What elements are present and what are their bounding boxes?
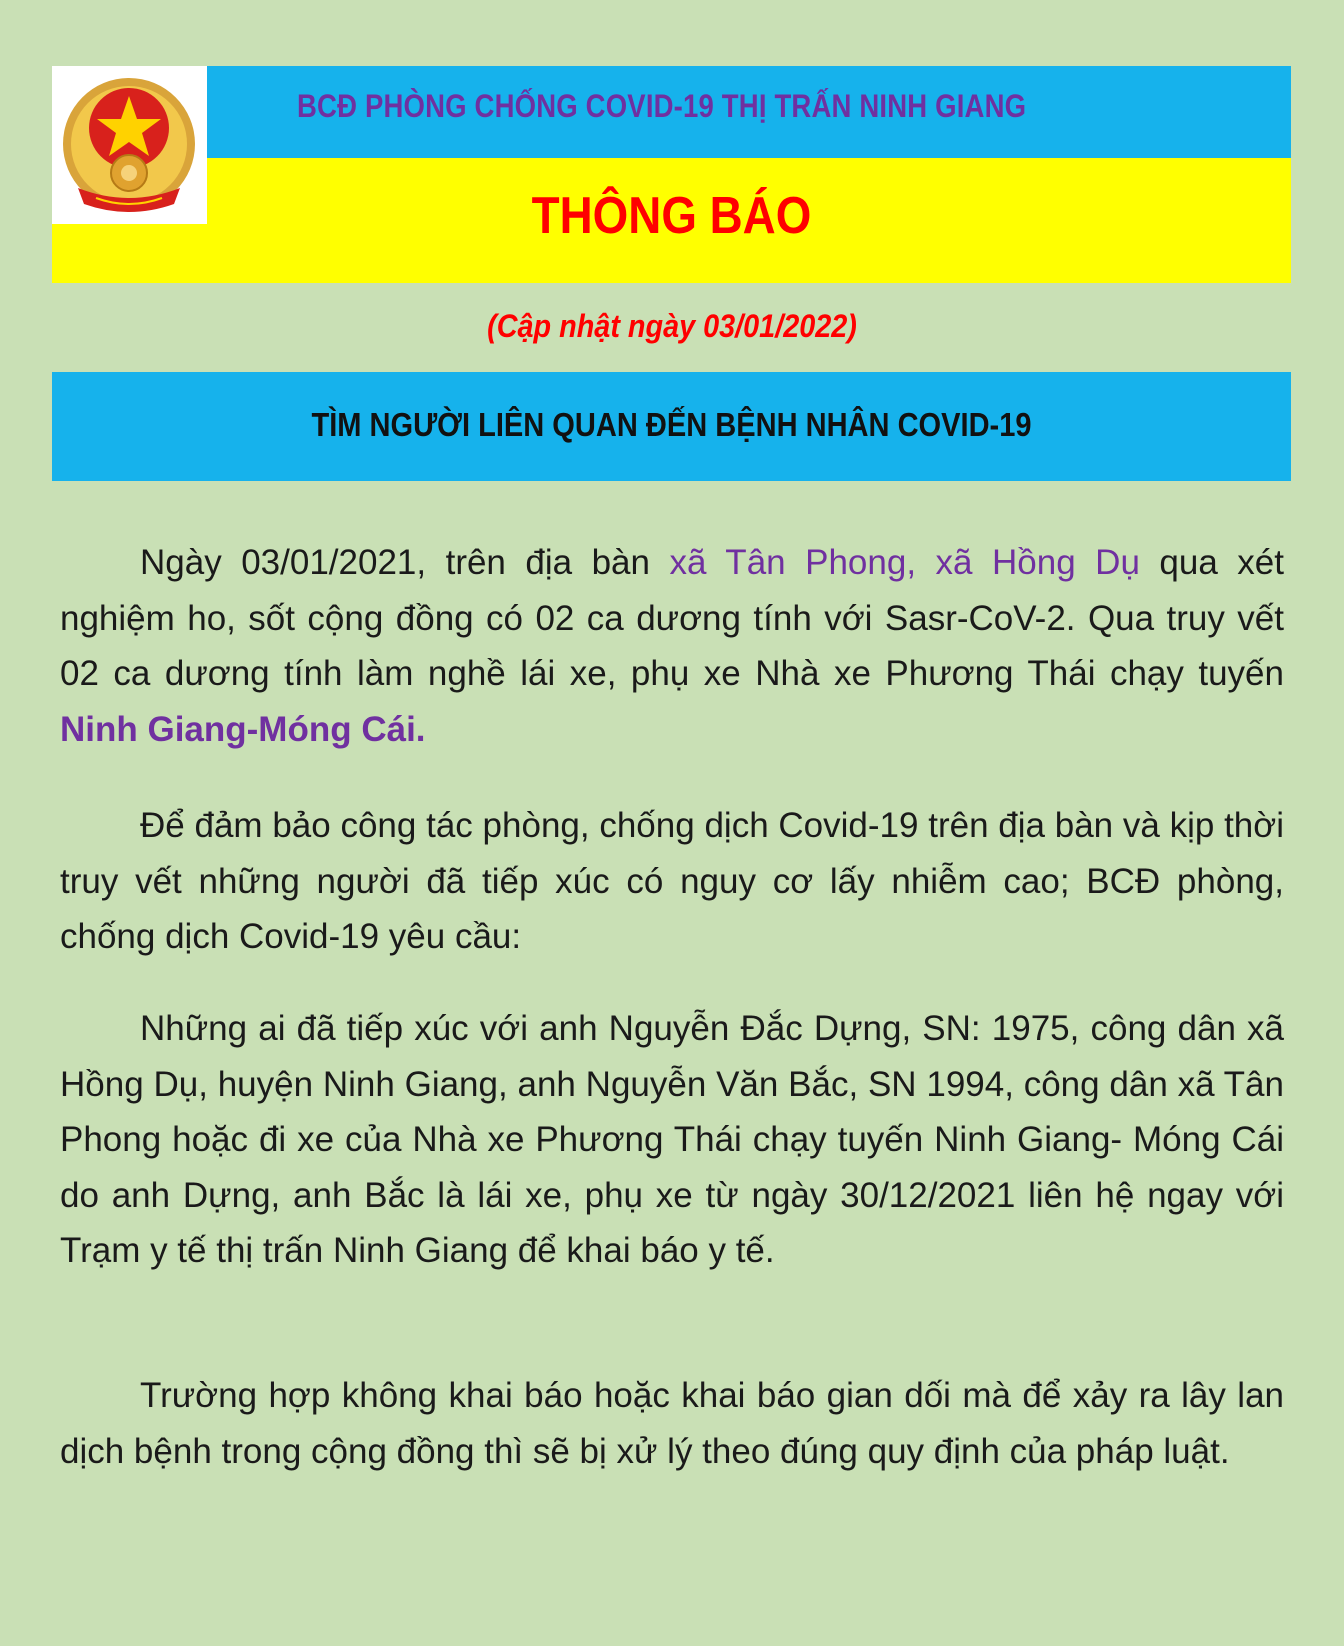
paragraph-4	[60, 1368, 1284, 1479]
header-yellow-band	[52, 158, 1291, 283]
p3-text: Những ai đã tiếp xúc với anh Nguyễn Đắc Dựng, SN: 1975, công dân xã Hồng Dụ, huyện Ninh Giang, anh Nguyễn Văn Bắc, SN 1994, công dân xã Tân Phong hoặc đi xe của Nhà xe Phương Thái chạy tuyến Ninh Giang- Móng Cái do anh Dựng, anh Bắc là lái xe, phụ xe từ ngày 30/12/2021 liên hệ ngay với Trạm y tế thị trấn Ninh Giang để khai báo y tế.	[60, 1009, 1284, 1270]
section-bar	[52, 372, 1291, 481]
header-blue-band	[52, 66, 1291, 158]
p1-highlight-communes: xã Tân Phong, xã Hồng Dụ	[669, 543, 1140, 582]
p4-text: Trường hợp không khai báo hoặc khai báo gian dối mà để xảy ra lây lan dịch bệnh trong cộng đồng thì sẽ bị xử lý theo đúng quy định của pháp luật.	[60, 1376, 1284, 1471]
paragraph-3	[60, 1001, 1284, 1279]
p1-highlight-route: Ninh Giang-Móng Cái.	[60, 709, 426, 749]
p1-text-start: Ngày 03/01/2021, trên địa bàn	[140, 543, 670, 582]
paragraph-2	[60, 798, 1284, 965]
notice-title: THÔNG BÁO	[531, 187, 812, 245]
national-emblem-icon	[52, 66, 207, 224]
update-date: (Cập nhật ngày 03/01/2022)	[487, 308, 857, 344]
p1-text-middle: qua xét nghiệm ho, sốt cộng đồng có 02 ca dương tính với Sasr-CoV-2. Qua truy vết 02 ca dương tính làm nghề lái xe, phụ xe Nhà xe Phương Thái chạy tuyến	[60, 543, 1284, 693]
header-banner	[52, 66, 1291, 283]
section-title: TÌM NGƯỜI LIÊN QUAN ĐẾN BỆNH NHÂN COVID-19	[311, 406, 1032, 443]
paragraph-1	[60, 535, 1284, 757]
p2-text: Để đảm bảo công tác phòng, chống dịch Covid-19 trên địa bàn và kịp thời truy vết những người đã tiếp xúc có nguy cơ lấy nhiễm cao; BCĐ phòng, chống dịch Covid-19 yêu cầu:	[60, 806, 1284, 956]
org-title: BCĐ PHÒNG CHỐNG COVID-19 THỊ TRẤN NINH GIANG	[297, 88, 1027, 124]
